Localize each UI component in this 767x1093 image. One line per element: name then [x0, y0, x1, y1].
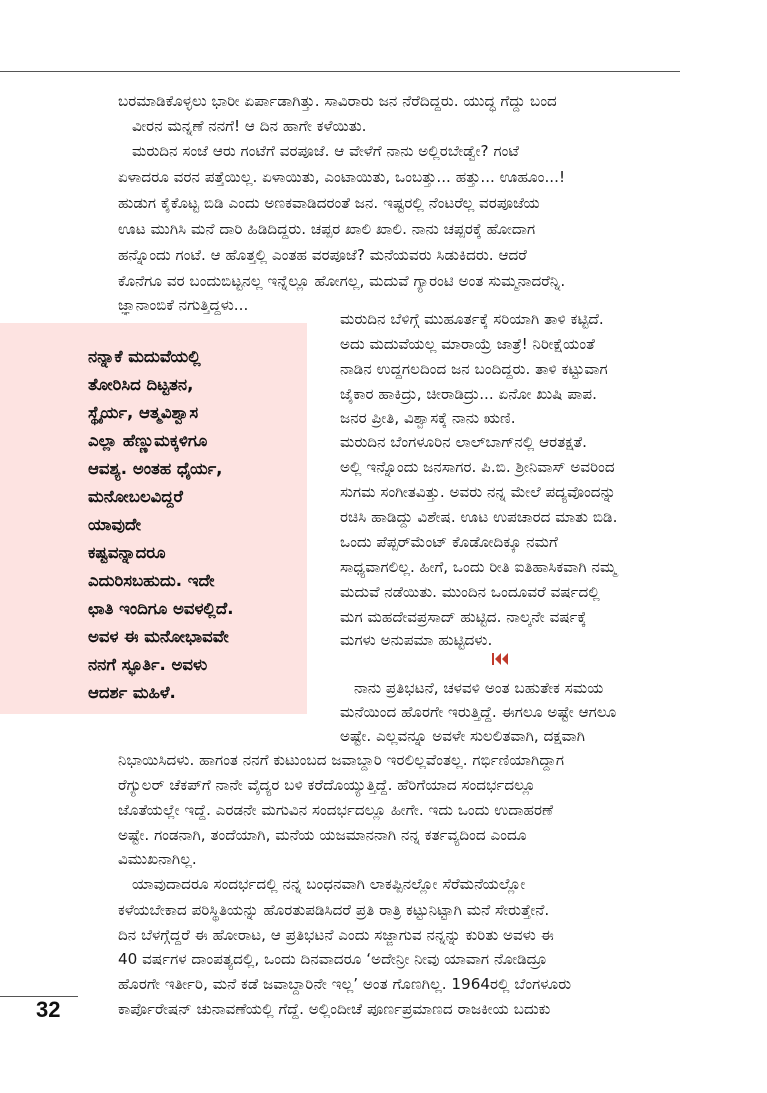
body-line: ರಚಿಸಿ ಹಾಡಿದ್ದು ವಿಶೇಷ. ಊಟ ಉಪಚಾರದ ಮಾತು ಬಿಡಿ. [340, 508, 618, 526]
body-line: ಏಳಾದರೂ ವರನ ಪತ್ತೆಯಿಲ್ಲ. ಏಳಾಯಿತು, ಎಂಟಾಯಿತು, ಒಂಬತ್ತು... ಹತ್ತು... ಊಹೂಂ...! [118, 168, 566, 186]
pull-quote-line: ಯಾವುದೇ [88, 515, 142, 534]
pull-quote-line: ನನಗೆ ಸ್ಫೂರ್ತಿ. ಅವಳು [88, 655, 208, 674]
pull-quote-line: ಆದರ್ಶ ಮಹಿಳೆ. [88, 683, 176, 702]
pull-quote-line: ಮನೋಬಲವಿದ್ದರೆ [88, 487, 183, 506]
body-line: ಅದು ಮದುವೆಯಲ್ಲ ಮಾರಾಯ್ರೆ ಜಾತ್ರೆ! ನಿರೀಕ್ಷೆಯಂತೆ [340, 335, 595, 353]
body-line: ಒಂದು ಪೆಪ್ಪರ್‌ಮೆಂಟ್ ಕೊಡೋದಿಕ್ಕೂ ನಮಗೆ [340, 533, 558, 551]
body-line: ಜ್ಞಾನಾಂಬಿಕೆ ನಗುತ್ತಿದ್ದಳು... [118, 296, 249, 314]
body-line: ವೀರನ ಮನ್ನಣೆ ನನಗೆ! ಆ ದಿನ ಹಾಗೇ ಕಳೆಯಿತು. [132, 117, 367, 135]
pull-quote-line: ಸ್ಥೈರ್ಯ, ಆತ್ಮವಿಶ್ವಾಸ [88, 403, 199, 422]
body-line: ಅಷ್ಟೇ. ಗಂಡನಾಗಿ, ತಂದೆಯಾಗಿ, ಮನೆಯ ಯಜಮಾನನಾಗಿ ನನ್ನ ಕರ್ತವ್ಯದಿಂದ ಎಂದೂ [118, 826, 527, 844]
body-line: ನಿಭಾಯಿಸಿದಳು. ಹಾಗಂತ ನನಗೆ ಕುಟುಂಬದ ಜವಾಬ್ದಾರಿ ಇರಲಿಲ್ಲವೆಂತಲ್ಲ. ಗರ್ಭಿಣಿಯಾಗಿದ್ದಾಗ [118, 751, 565, 769]
body-line: ಮರುದಿನ ಬೆಂಗಳೂರಿನ ಲಾಲ್‌ಬಾಗ್‌ನಲ್ಲಿ ಆರತಕ್ಷತೆ. [340, 433, 587, 451]
body-line: ಕಳೆಯಬೇಕಾದ ಪರಿಸ್ಥಿತಿಯನ್ನು ಹೊರತುಪಡಿಸಿದರೆ ಪ್ರತಿ ರಾತ್ರಿ ಕಟ್ಟುನಿಟ್ಟಾಗಿ ಮನೆ ಸೇರುತ್ತೇನೆ. [118, 901, 550, 919]
body-line: ಕಾರ್ಪೊರೇಷನ್ ಚುನಾವಣೆಯಲ್ಲಿ ಗೆದ್ದೆ. ಅಲ್ಲಿಂದೀಚೆ ಪೂರ್ಣಪ್ರಮಾಣದ ರಾಜಕೀಯ ಬದುಕು [118, 1000, 551, 1018]
body-line: ಬರಮಾಡಿಕೊಳ್ಳಲು ಭಾರೀ ಏರ್ಪಾಡಾಗಿತ್ತು. ಸಾವಿರಾರು ಜನ ನೆರೆದಿದ್ದರು. ಯುದ್ಧ ಗೆದ್ದು ಬಂದ [118, 92, 557, 110]
body-line: ಹುಡುಗ ಕೈಕೊಟ್ಟ ಬಿಡಿ ಎಂದು ಅಣಕವಾಡಿದರಂತೆ ಜನ. ಇಷ್ಟರಲ್ಲಿ ನೆಂಟರೆಲ್ಲ ವರಪೂಜೆಯ [118, 194, 540, 212]
body-line: ಜನರ ಪ್ರೀತಿ, ವಿಶ್ವಾಸಕ್ಕೆ ನಾನು ಋಣಿ. [340, 409, 516, 427]
body-line: ಮರುದಿನ ಸಂಜೆ ಆರು ಗಂಟೆಗೆ ವರಪೂಜೆ. ಆ ವೇಳೆಗೆ ನಾನು ಅಲ್ಲಿರಬೇಡ್ವೇ? ಗಂಟೆ [132, 142, 519, 160]
body-line: ನಾಡಿನ ಉದ್ದಗಲದಿಂದ ಜನ ಬಂದಿದ್ದರು. ತಾಳಿ ಕಟ್ಟುವಾಗ [340, 360, 608, 378]
body-line: ಕೊನೆಗೂ ವರ ಬಂದುಬಿಟ್ಟನಲ್ಲ ಇನ್ನೆಲ್ಲೂ ಹೋಗಲ್ಲ, ಮದುವೆ ಗ್ಯಾರಂಟಿ ಅಂತ ಸುಮ್ಮನಾದರೆನ್ನಿ. [118, 272, 566, 290]
body-line: ಮಗಳು ಅನುಪಮಾ ಹುಟ್ಟಿದಳು. [340, 631, 493, 649]
page-number: 32 [36, 997, 61, 1022]
pull-quote-line: ತೋರಿಸಿದ ದಿಟ್ಟತನ, [88, 375, 194, 394]
body-line: ಹನ್ನೊಂದು ಗಂಟೆ. ಆ ಹೊತ್ತಲ್ಲಿ ಎಂತಹ ವರಪೂಜೆ? ಮನೆಯವರು ಸಿಡುಕಿದರು. ಆದರೆ [118, 246, 527, 264]
body-line: ಸಾಧ್ಯವಾಗಲಿಲ್ಲ. ಹೀಗೆ, ಒಂದು ರೀತಿ ಐತಿಹಾಸಿಕವಾಗಿ ನಮ್ಮ [340, 558, 617, 576]
pull-quote-line: ಎಲ್ಲಾ ಹೆಣ್ಣುಮಕ್ಕಳಿಗೂ [88, 431, 208, 450]
body-line: ಅಲ್ಲಿ ಇನ್ನೊಂದು ಜನಸಾಗರ. ಪಿ.ಬಿ. ಶ್ರೀನಿವಾಸ್ ಅವರಿಂದ [340, 458, 615, 476]
body-line: ನಾನು ಪ್ರತಿಭಟನೆ, ಚಳವಳಿ ಅಂತ ಬಹುತೇಕ ಸಮಯ [354, 679, 604, 697]
pull-quote-line: ಅವಳ ಈ ಮನೋಭಾವವೇ [88, 627, 229, 646]
body-line: ಮನೆಯಿಂದ ಹೊರಗೇ ಇರುತ್ತಿದ್ದೆ. ಈಗಲೂ ಅಷ್ಟೇ ಆಗಲೂ [340, 703, 617, 721]
body-line: ಯಾವುದಾದರೂ ಸಂದರ್ಭದಲ್ಲಿ ನನ್ನ ಬಂಧನವಾಗಿ ಲಾಕಪ್ಪಿನಲ್ಲೋ ಸೆರೆಮನೆಯಲ್ಲೋ [132, 875, 526, 893]
body-line: ಮದುವೆ ನಡೆಯಿತು. ಮುಂದಿನ ಒಂದೂವರೆ ವರ್ಷದಲ್ಲಿ [340, 583, 600, 601]
body-line: ಸುಗಮ ಸಂಗೀತವಿತ್ತು. ಅವರು ನನ್ನ ಮೇಲೆ ಪದ್ಯವೊಂದನ್ನು [340, 483, 616, 501]
body-line: ಅಷ್ಟೇ. ಎಲ್ಲವನ್ನೂ ಅವಳೇ ಸುಲಲಿತವಾಗಿ, ದಕ್ಷವಾಗಿ [340, 727, 586, 745]
body-line: ಊಟ ಮುಗಿಸಿ ಮನೆ ದಾರಿ ಹಿಡಿದಿದ್ದರು. ಚಪ್ಪರ ಖಾಲಿ ಖಾಲಿ. ನಾನು ಚಪ್ಪರಕ್ಕೆ ಹೋದಾಗ [118, 220, 536, 238]
pull-quote-line: ಕಷ್ಟವನ್ನಾದರೂ [88, 543, 166, 562]
pull-quote-line: ಆವಶ್ಯ. ಅಂತಹ ಧೈರ್ಯ, [88, 459, 223, 478]
body-line: ದಿನ ಬೆಳಗ್ಗೆದ್ದರೆ ಈ ಹೋರಾಟ, ಆ ಪ್ರತಿಭಟನೆ ಎಂದು ಸಜ್ಜಾಗುವ ನನ್ನನ್ನು ಕುರಿತು ಅವಳು ಈ [118, 926, 554, 944]
body-line: ಜೊತೆಯಲ್ಲೇ ಇದ್ದೆ. ಎರಡನೇ ಮಗುವಿನ ಸಂದರ್ಭದಲ್ಲೂ ಹೀಗೇ. ಇದು ಒಂದು ಉದಾಹರಣೆ [118, 801, 554, 819]
pull-quote-line: ನನ್ನಾಕೆ ಮದುವೆಯಲ್ಲಿ [88, 347, 201, 366]
header-rule [0, 71, 680, 72]
pull-quote-line: ಛಾತಿ ಇಂದಿಗೂ ಅವಳಲ್ಲಿದೆ. [88, 599, 234, 618]
body-line: ವಿಮುಖನಾಗಿಲ್ಲ. [118, 850, 197, 868]
body-line: 40 ವರ್ಷಗಳ ದಾಂಪತ್ಯದಲ್ಲಿ, ಒಂದು ದಿನವಾದರೂ ‘ಅದೇನ್ರೀ ನೀವು ಯಾವಾಗ ನೋಡಿದ್ರೂ [118, 950, 547, 968]
body-line: ಹೊರಗೇ ಇರ್ತೀರಿ, ಮನೆ ಕಡೆ ಜವಾಬ್ದಾರಿನೇ ಇಲ್ಲ’ ಅಂತ ಗೊಣಗಿಲ್ಲ. 1964ರಲ್ಲಿ ಬೆಂಗಳೂರು [118, 975, 572, 993]
body-line: ಮರುದಿನ ಬೆಳಿಗ್ಗೆ ಮುಹೂರ್ತಕ್ಕೆ ಸರಿಯಾಗಿ ತಾಳಿ ಕಟ್ಟಿದೆ. [340, 310, 604, 328]
rewind-icon [492, 652, 510, 666]
pull-quote-line: ಎದುರಿಸಬಹುದು. ಇದೇ [88, 571, 215, 590]
body-line: ಜೈಕಾರ ಹಾಕಿದ್ರು, ಚೀರಾಡಿದ್ರು... ಏನೋ ಖುಷಿ ಪಾಪ. [340, 385, 597, 403]
body-line: ಮಗ ಮಹದೇವಪ್ರಸಾದ್ ಹುಟ್ಟಿದ. ನಾಲ್ಕನೇ ವರ್ಷಕ್ಕೆ [340, 608, 587, 626]
body-line: ರೆಗ್ಯುಲರ್ ಚೆಕಪ್‌ಗೆ ನಾನೇ ವೈದ್ಯರ ಬಳಿ ಕರೆದೊಯ್ಯುತ್ತಿದ್ದೆ. ಹೆರಿಗೆಯಾದ ಸಂದರ್ಭದಲ್ಲೂ [118, 776, 536, 794]
